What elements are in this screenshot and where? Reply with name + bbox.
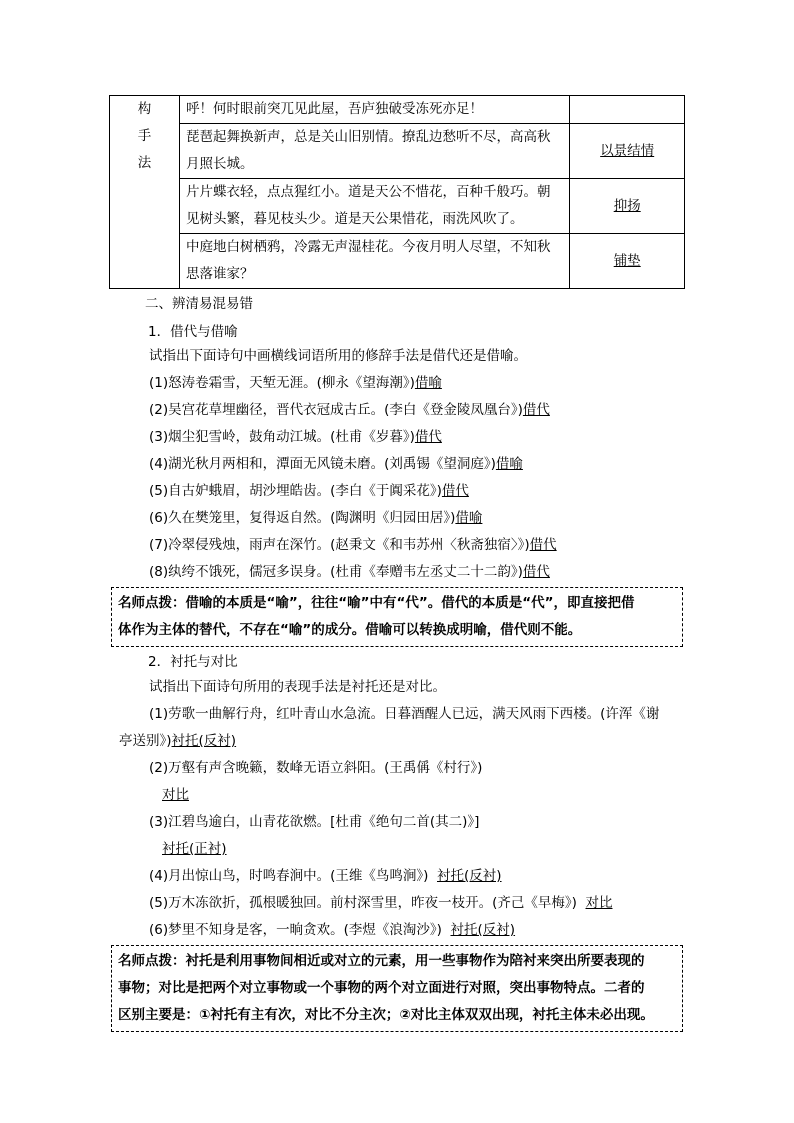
- technique-label: 铺垫: [613, 252, 641, 269]
- exercise-item: (2)吴宫花草埋幽径，晋代衣冠成古丘。(李白《登金陵凤凰台》)借代: [149, 402, 550, 418]
- exercise-item: (6)梦里不知身是客，一晌贪欢。(李煜《浪淘沙》) 衬托(反衬): [149, 922, 516, 938]
- poem-cell: 琵琶起舞换新声，总是关山旧别情。撩乱边愁听不尽，高高秋 月照长城。: [179, 124, 569, 179]
- answer: 借喻: [455, 510, 483, 526]
- category-cell: [110, 96, 180, 289]
- category-char: 法: [137, 155, 152, 171]
- answer: 对比: [585, 895, 613, 911]
- section-heading: 二、辨清易混易错: [145, 296, 253, 312]
- answer: 借代: [522, 564, 550, 580]
- answer: 衬托(正衬): [162, 841, 227, 857]
- technique-label-cell: [570, 179, 685, 234]
- exercise-item: (5)自古妒蛾眉，胡沙埋皓齿。(李白《于阗采花》)借代: [149, 483, 469, 499]
- subsection-heading: 1．借代与借喻: [148, 324, 238, 340]
- exercise-item: (7)冷翠侵残烛，雨声在深竹。(赵秉文《和韦苏州〈秋斋独宿〉》)借代: [149, 537, 557, 553]
- answer: 衬托(反衬): [450, 922, 516, 938]
- answer: 衬托(反衬): [171, 733, 237, 749]
- technique-label-cell: [570, 124, 685, 179]
- tip-box: 名师点拨：衬托是利用事物间相近或对立的元素，用一些事物作为陪衬来突出所要表现的 事物；对比是把两个对立事物或一个事物的两个对立面进行对照，突出事物特点。二者的 区别主要是：①衬托有主有次，对比不分主次；②对比主体双双出现，衬托主体未必出现。: [111, 945, 683, 1032]
- technique-label-cell: [570, 234, 685, 289]
- exercise-item: (2)万壑有声含晚籁，数峰无语立斜阳。(王禹偁《村行》): [149, 760, 483, 776]
- answer: 对比: [162, 787, 189, 803]
- exercise-item: (1)怒涛卷霜雪，天堑无涯。(柳永《望海潮》)借喻: [149, 375, 442, 391]
- exercise-item: (4)月出惊山鸟，时鸣春涧中。(王维《鸟鸣涧》) 衬托(反衬): [149, 868, 502, 884]
- instruction-text: 试指出下面诗句所用的表现手法是衬托还是对比。: [149, 679, 446, 695]
- answer: 借代: [441, 483, 469, 499]
- poem-cell: 片片蝶衣轻，点点猩红小。道是天公不惜花，百种千般巧。朝 见树头繁，暮见枝头少。道是天公果惜花，雨洗风吹了。: [179, 179, 569, 234]
- exercise-item: (1)劳歌一曲解行舟，红叶青山水急流。日暮酒醒人已远，满天风雨下西楼。(许浑《谢: [149, 706, 660, 722]
- poem-cell: 呼！何时眼前突兀见此屋，吾庐独破受冻死亦足！: [179, 96, 569, 124]
- exercise-item: (3)江碧鸟逾白，山青花欲燃。[杜甫《绝句二首(其二)》]: [149, 814, 480, 830]
- answer: 借代: [414, 429, 442, 445]
- tip-box: 名师点拨：借喻的本质是“喻”，往往“喻”中有“代”。借代的本质是“代”，即直接把借 体作为主体的替代，不存在“喻”的成分。借喻可以转换成明喻，借代则不能。: [111, 587, 683, 647]
- technique-label-cell: [570, 96, 685, 124]
- exercise-item: (6)久在樊笼里，复得返自然。(陶渊明《归园田居》)借喻: [149, 510, 483, 526]
- exercise-item: (5)万木冻欲折，孤根暖独回。前村深雪里，昨夜一枝开。(齐己《早梅》) 对比: [149, 895, 613, 911]
- subsection-heading: 2．衬托与对比: [148, 654, 238, 670]
- category-char: 手: [137, 128, 152, 144]
- answer: 衬托(反衬): [437, 868, 502, 884]
- answer: 借代: [522, 402, 550, 418]
- instruction-text: 试指出下面诗句中画横线词语所用的修辞手法是借代还是借喻。: [149, 348, 527, 364]
- technique-label: 以景结情: [600, 142, 655, 159]
- answer: 借喻: [414, 375, 442, 391]
- exercise-item: (3)烟尘犯雪岭，鼓角动江城。(杜甫《岁暮》)借代: [149, 429, 442, 445]
- exercise-item: (8)纨绔不饿死，儒冠多误身。(杜甫《奉赠韦左丞丈二十二韵》)借代: [149, 564, 550, 580]
- technique-table: [109, 95, 685, 289]
- answer: 借代: [529, 537, 557, 553]
- exercise-item: 亭送别》)衬托(反衬): [119, 733, 237, 749]
- technique-label: 抑扬: [613, 197, 641, 214]
- exercise-item: (4)湖光秋月两相和，潭面无风镜未磨。(刘禹锡《望洞庭》)借喻: [149, 456, 523, 472]
- answer: 借喻: [495, 456, 523, 472]
- poem-cell: 中庭地白树栖鸦，冷露无声湿桂花。今夜月明人尽望，不知秋 思落谁家？: [179, 234, 569, 289]
- category-char: 构: [137, 101, 152, 117]
